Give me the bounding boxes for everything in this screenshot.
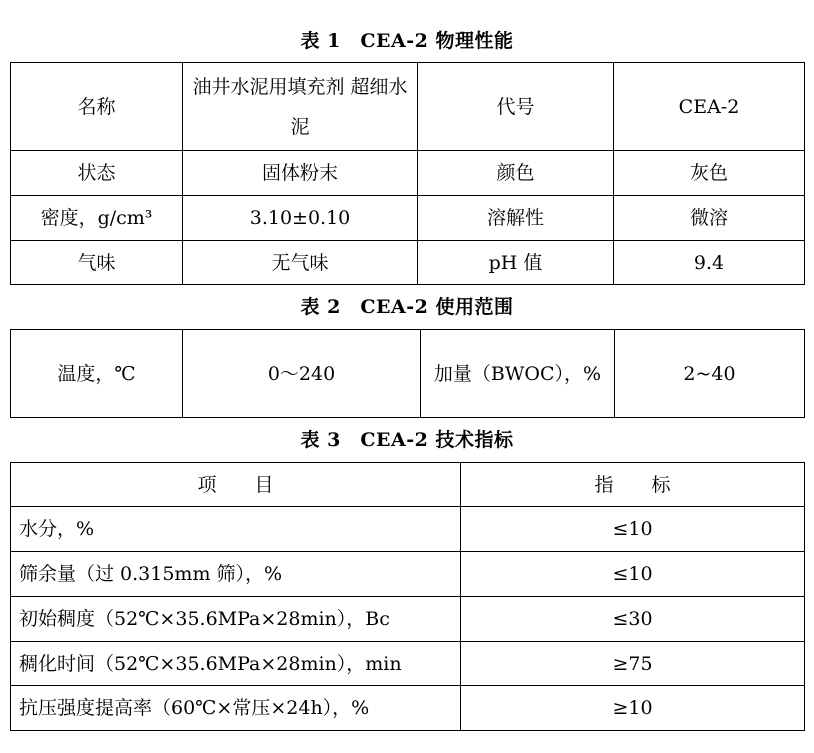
table-cell: 温度，℃ [11, 330, 183, 418]
table2-caption: 表 2 CEA-2 使用范围 [300, 296, 514, 318]
table-cell: 灰色 [614, 151, 805, 196]
table-row [11, 642, 805, 686]
table-cell: 油井水泥用填充剂 超细水泥 [183, 63, 418, 151]
table-cell: 代号 [418, 63, 614, 151]
table-cell: 初始稠度（52℃×35.6MPa×28min），Bc [11, 597, 461, 642]
table-cell: 微溶 [614, 196, 805, 241]
table-cell: 密度，g/cm³ [11, 196, 183, 241]
table-header-row [11, 463, 805, 507]
table-cell: ≤30 [461, 597, 805, 642]
table-cell: 气味 [11, 241, 183, 285]
table-cell: 稠化时间（52℃×35.6MPa×28min），min [11, 642, 461, 686]
table-cell: 3.10±0.10 [183, 196, 418, 241]
table-cell: 无气味 [183, 241, 418, 285]
table-cell: 0～240 [183, 330, 421, 418]
table-cell: ≤10 [461, 507, 805, 552]
table3 [10, 462, 805, 731]
table-cell: 名称 [11, 63, 183, 151]
table1-caption: 表 1 CEA-2 物理性能 [300, 30, 514, 52]
table-cell: 溶解性 [418, 196, 614, 241]
table-header-cell: 指 标 [461, 463, 805, 507]
table-cell: 状态 [11, 151, 183, 196]
table-cell: ≥10 [461, 686, 805, 731]
table-row [11, 686, 805, 731]
table-row [11, 63, 805, 151]
table-row [11, 507, 805, 552]
table-row [11, 151, 805, 196]
table1 [10, 62, 805, 285]
table-cell: 加量（BWOC），% [421, 330, 615, 418]
table-cell: 2~40 [615, 330, 805, 418]
table-row [11, 552, 805, 597]
table2 [10, 329, 805, 418]
table-row [11, 241, 805, 285]
table-cell: 9.4 [614, 241, 805, 285]
table-cell: ≥75 [461, 642, 805, 686]
table-row [11, 597, 805, 642]
table-cell: 颜色 [418, 151, 614, 196]
table-cell: ≤10 [461, 552, 805, 597]
table-cell: 水分，% [11, 507, 461, 552]
table-row [11, 330, 805, 418]
table-cell: 固体粉末 [183, 151, 418, 196]
table-cell: 筛余量（过 0.315mm 筛），% [11, 552, 461, 597]
table3-caption: 表 3 CEA-2 技术指标 [300, 429, 514, 451]
table-header-cell: 项 目 [11, 463, 461, 507]
table-row [11, 196, 805, 241]
table-cell: 抗压强度提高率（60℃×常压×24h），% [11, 686, 461, 731]
table-cell: pH 值 [418, 241, 614, 285]
table-cell: CEA-2 [614, 63, 805, 151]
